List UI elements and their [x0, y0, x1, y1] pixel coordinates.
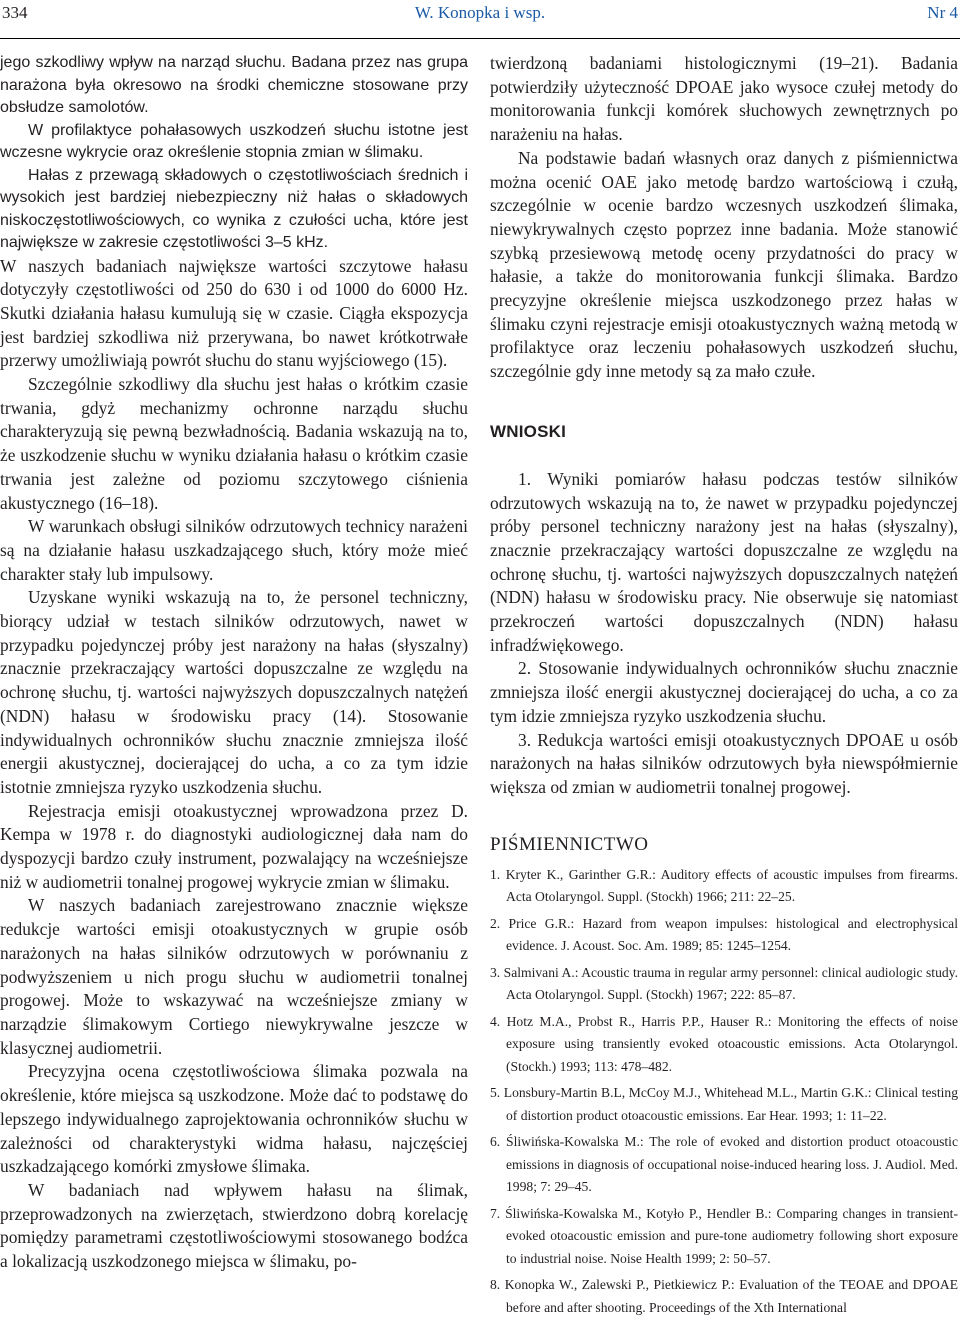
reference-list — [490, 864, 958, 1320]
issue-number: Nr 4 — [927, 3, 958, 22]
conclusion-item: 2. Stosowanie indywidualnych ochronników słuchu znacznie zmniejsza ilość energii akustycznej docierającej do ucha, a co za tym idzie zmniejsza ryzyko uszkodzenia słuchu. — [490, 658, 958, 726]
header-divider — [0, 38, 960, 39]
reference-item: 6. Śliwińska-Kowalska M.: The role of evoked and distortion product otoacoustic emissions in diagnosis of occupational noise-induced hearing loss. J. Audiol. Med. 1998; 7: 29–45. — [490, 1134, 958, 1195]
paragraph: Hałas z przewagą składowych o częstotliwościach średnich i wysokich jest bardziej niebezpieczny niż hałas o składowych niskoczęstotliwościowych, co wynika z czułości ucha, które jest największe w zakresie częstotliwości 3–5 kHz. — [0, 166, 468, 251]
right-column — [490, 52, 958, 1323]
references-heading: PIŚMIENNICTWO — [490, 833, 649, 855]
page-number: 334 — [2, 3, 28, 22]
reference-item: 8. Konopka W., Zalewski P., Pietkiewicz P.: Evaluation of the TEOAE and DPOAE before and after shooting. Proceedings of the Xth International — [490, 1277, 958, 1315]
paragraph: W naszych badaniach największe wartości szczytowe hałasu dotyczyły częstotliwości od 250 do 630 i od 1000 do 6000 Hz. Skutki działania hałasu kumulują się w czasie. Ciągła ekspozycja jest bardziej szkodliwa niż przerywana, bo nawet krótkotrwałe przerwy umożliwiają powrót słuchu do stanu wyjściowego (15). — [0, 255, 468, 371]
reference-item: 2. Price G.R.: Hazard from weapon impulses: histological and electrophysical evidence. J. Acoust. Soc. Am. 1989; 85: 1245–1254. — [490, 915, 958, 954]
page-header — [0, 0, 960, 40]
conclusions-heading: WNIOSKI — [490, 421, 567, 441]
reference-item: 7. Śliwińska-Kowalska M., Kotyło P., Hendler B.: Comparing changes in transient-evoked otoacoustic emission and pure-tone audiometry following short exposure to industrial noise. Noise Health 1999; 2: 50–57. — [490, 1205, 958, 1266]
paragraph: Precyzyjna ocena częstotliwościowa ślimaka pozwala na określenie, które miejsca są uszkodzone. Może dać to podstawę do lepszego indywidualnego zaprojektowania ochronników słuchu w zależności od charakterystyki widma hałasu, najczęściej uszkadzającego komórki zmysłowe ślimaka. — [0, 1061, 468, 1177]
conclusion-item: 1. Wyniki pomiarów hałasu podczas testów silników odrzutowych wskazują na to, że nawet w przypadku pojedynczej próby personel techniczny narażony jest na hałas (słyszalny), znacznie przekraczający wartości dopuszczalne ze względu na ochronę słuchu, tj. wartości najwyższych dopuszczalnych natężeń (NDN) hałasu w środowisku pracy. Nie obserwuje się natomiast przekroczeń wartości dopuszczalnych (NDN) hałasu infradźwiękowego. — [490, 468, 958, 655]
reference-item: 4. Hotz M.A., Probst R., Harris P.P., Hauser R.: Monitoring the effects of noise exposure using transiently evoked otoacoustic emissions. Acta Otolaryngol. (Stockh.) 1993; 113: 478–482. — [490, 1013, 958, 1074]
conclusion-item: 3. Redukcja wartości emisji otoakustycznych DPOAE u osób narażonych na hałas silników odrzutowych była niewspółmiernie większa od zmian w audiometrii tonalnej progowej. — [490, 729, 958, 797]
paragraph: W warunkach obsługi silników odrzutowych technicy narażeni są na działanie hałasu uszkadzającego słuch, który może mieć charakter stały lub impulsowy. — [0, 516, 468, 584]
left-column — [0, 52, 468, 1274]
reference-item: 5. Lonsbury-Martin B.L, McCoy M.J., Whitehead M.L., Martin G.K.: Clinical testing of distortion product otoacoustic emissions. Ear Hear. 1993; 1: 11–22. — [490, 1085, 958, 1123]
paragraph: Rejestracja emisji otoakustycznej wprowadzona przez D. Kempa w 1978 r. do diagnostyki audiologicznej dała nam do dyspozycji bardzo czuły instrument, pozwalający na wcześniejsze niż w audiometrii tonalnej progowej wykrycie zmian w ślimaku. — [0, 800, 468, 892]
reference-item: 3. Salmivani A.: Acoustic trauma in regular army personnel: clinical audiologic study. Acta Otolaryngol. Suppl. (Stockh) 1967; 222: 85–87. — [490, 964, 958, 1003]
running-head-authors: W. Konopka i wsp. — [414, 3, 546, 22]
paragraph: W badaniach nad wpływem hałasu na ślimak, przeprowadzonych na zwierzętach, stwierdzono dobrą korelację pomiędzy parametrami częstotliwościowymi stosowanego bodźca a lokalizacją uszkodzonego miejsca w ślimaku, po- — [0, 1179, 468, 1272]
reference-item: 1. Kryter K., Garinther G.R.: Auditory effects of acoustic impulses from firearms. Acta Otolaryngol. Suppl. (Stockh) 1966; 211: 22–25. — [490, 866, 958, 905]
paragraph: W profilaktyce pohałasowych uszkodzeń słuchu istotne jest wczesne wykrycie oraz określenie stopnia zmian w ślimaku. — [0, 121, 468, 161]
paragraph: jego szkodliwy wpływ na narząd słuchu. Badana przez nas grupa narażona była okresowo na środki chemiczne stosowane przy obsłudze samolotów. — [0, 54, 468, 116]
paragraph: Uzyskane wyniki wskazują na to, że personel techniczny, biorący udział w testach silników odrzutowych, nawet w przypadku pojedynczej próby jest narażony na hałas (słyszalny) znacznie przekraczający wartości dopuszczalne ze względu na ochronę słuchu, tj. wartości najwyższych dopuszczalnych natężeń (NDN) hałasu w środowisku pracy (14). Stosowanie indywidualnych ochronników słuchu znacznie zmniejsza ilość energii akustycznej, docierającej do ucha, a co za tym idzie istotnie zmniejsza ryzyko uszkodzenia słuchu. — [0, 587, 468, 797]
paragraph: Na podstawie badań własnych oraz danych z piśmiennictwa można ocenić OAE jako metodę bardzo wartościową i czułą, szczególnie w ocenie bardzo wczesnych uszkodzeń ślimaka, niewykrywalnych często poprzez inne badania. Może stanowić szybką przesiewową metodę oceny przydatności do pracy w hałasie, a także do monitorowania funkcji ślimaka. Bardzo precyzyjne określenie miejsca uszkodzonego przez hałas w ślimaku czyni rejestracje emisji otoakustycznych ważną metodą w profilaktyce oraz leczeniu pohałasowych uszkodzeń słuchu, szczególnie gdy inne metody są za mało czułe. — [490, 147, 958, 382]
paragraph: Szczególnie szkodliwy dla słuchu jest hałas o krótkim czasie trwania, gdyż mechanizmy ochronne narządu słuchu charakteryzują się pewną bezwładnością. Badania wskazują na to, że uszkodzenie słuchu w wyniku działania hałasu o krótkim czasie trwania jest zależne od poziomu szczytowego ciśnienia akustycznego (16–18). — [0, 374, 468, 513]
paragraph: W naszych badaniach zarejestrowano znacznie większe redukcje wartości emisji otoakustycznych w grupie osób narażonych na hałas silników odrzutowych w porównaniu z podwyższeniem u nich progu słuchu w audiometrii tonalnej progowej. Może to wskazywać na wcześniejsze zmiany w narządzie ślimakowym Cortiego niewykrywalne jeszcze w klasycznej audiometrii. — [0, 895, 468, 1058]
paragraph: twierdzoną badaniami histologicznymi (19–21). Badania potwierdziły użyteczność DPOAE jako wysoce czułej metody do monitorowania funkcji komórek słuchowych zewnętrznych po narażeniu na hałas. — [490, 53, 958, 145]
